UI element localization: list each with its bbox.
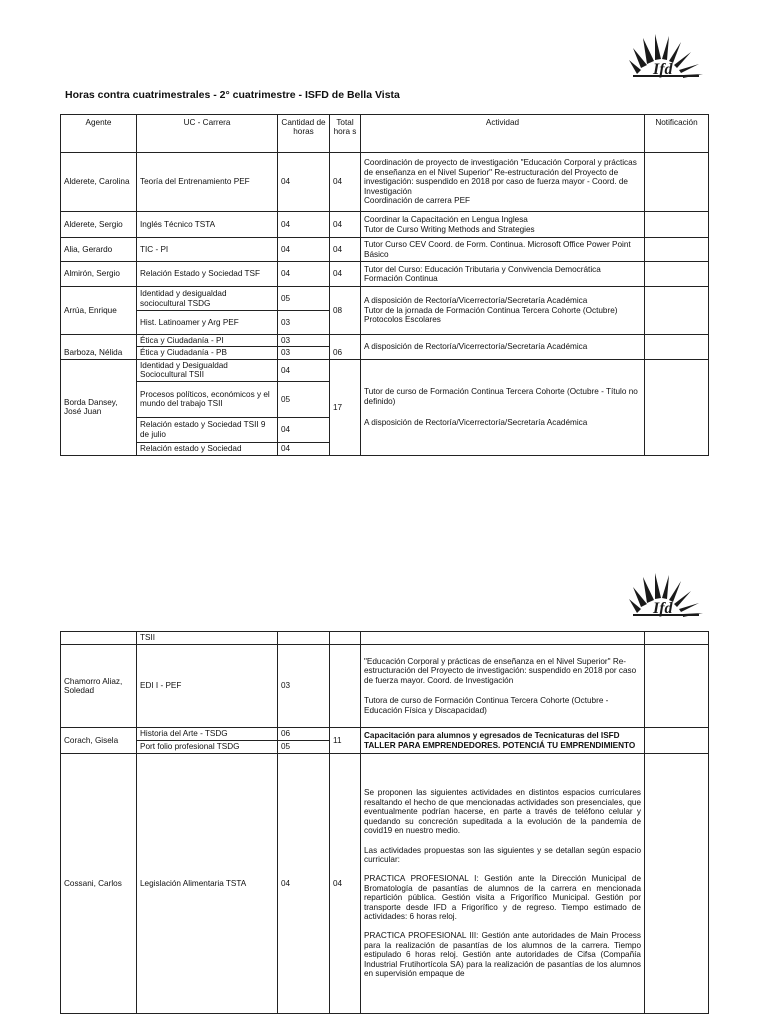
table-row: [61, 645, 709, 728]
agent-name: Almirón, Sergio: [61, 262, 137, 287]
hours-count: 05: [278, 741, 330, 754]
uc-carrera: Teoría del Entrenamiento PEF: [137, 153, 278, 212]
hours-total: 04: [330, 238, 361, 262]
agent-name: Corach, Gisela: [61, 728, 137, 754]
hours-table-continued: [60, 631, 709, 1014]
hours-count: 03: [278, 645, 330, 728]
hours-count: 04: [278, 359, 330, 381]
notification-cell: [645, 335, 709, 360]
activity: [361, 632, 645, 645]
notification-cell: [645, 153, 709, 212]
logo-text: Ifd: [653, 600, 673, 617]
document-title: Horas contra cuatrimestrales - 2° cuatrimestre - ISFD de Bella Vista: [65, 89, 400, 101]
uc-carrera: Ética y Ciudadanía - PI: [137, 335, 278, 347]
hours-count: 05: [278, 381, 330, 417]
hours-count: 04: [278, 262, 330, 287]
agent-name: Alderete, Carolina: [61, 153, 137, 212]
activity-paragraph: PRACTICA PROFESIONAL I: Gestión ante la Dirección Municipal de Bromatología de pasantías de alumnos de la carrera en mencionada repartición pública. Gestión visita a Frigorífico Municipal. Gestión por transporte desde IFD a Frigorífico y de regreso. Tiempo estimado de actividades: 6 horas reloj.: [364, 874, 641, 922]
ifd-logo-graphic: [627, 30, 705, 82]
ifd-logo: [627, 30, 705, 82]
activity-paragraph: PRACTICA PROFESIONAL III: Gestión ante autoridades de Main Process para la realización de pasantías de los alumnos de la carrera. Tiempo estipulado 6 horas reloj. Gestión ante autoridades de Cifsa (Compañía Industrial Frutihortícola SA) para la realización de pasantías de los alumnos en supervisión empaque de: [364, 931, 641, 979]
activity-paragraph: Se proponen las siguientes actividades en distintos espacios curriculares resaltando el hecho de que mencionadas actividades son presenciales, que eventualmente podrían hacerse, en parte a través de teléfono celular y quedando su concreción supeditada a la evolución de la pandemia de covid19 en nuestro medio.: [364, 788, 641, 836]
agent-name: Cossani, Carlos: [61, 754, 137, 1014]
activity: Tutor Curso CEV Coord. de Form. Continua. Microsoft Office Power Point Básico: [361, 238, 645, 262]
hours-count: 04: [278, 754, 330, 1014]
uc-carrera: Inglés Técnico TSTA: [137, 212, 278, 238]
uc-carrera: TIC - PI: [137, 238, 278, 262]
page-break: [0, 521, 768, 549]
agent-name: [61, 632, 137, 645]
activity: A disposición de Rectoría/Vicerrectoría/Secretaría Académica: [361, 335, 645, 360]
activity: Tutor del Curso: Educación Tributaria y Convivencia Democrática Formación Continua: [361, 262, 645, 287]
table-row: [61, 754, 709, 1014]
uc-carrera: EDI I - PEF: [137, 645, 278, 728]
notification-cell: [645, 359, 709, 455]
uc-carrera: Relación estado y Sociedad: [137, 442, 278, 455]
hours-total: 04: [330, 153, 361, 212]
agent-name: Chamorro Aliaz, Soledad: [61, 645, 137, 728]
uc-carrera: Relación estado y Sociedad TSII 9 de julio: [137, 417, 278, 442]
uc-carrera: Legislación Alimentaria TSTA: [137, 754, 278, 1014]
hours-count: 03: [278, 311, 330, 335]
uc-carrera: Historia del Arte - TSDG: [137, 728, 278, 741]
hours-total: 04: [330, 212, 361, 238]
header-total: Total hora s: [330, 115, 361, 153]
table-row: [61, 287, 709, 311]
hours-total: [330, 645, 361, 728]
uc-carrera: Hist. Latinoamer y Arg PEF: [137, 311, 278, 335]
notification-cell: [645, 238, 709, 262]
uc-carrera: Identidad y Desigualdad Sociocultural TSII: [137, 359, 278, 381]
hours-total: 04: [330, 262, 361, 287]
agent-name: Alia, Gerardo: [61, 238, 137, 262]
header-row: [61, 115, 709, 153]
header-cantidad: Cantidad de horas: [278, 115, 330, 153]
activity: Coordinar la Capacitación en Lengua Inglesa Tutor de Curso Writing Methods and Strategies: [361, 212, 645, 238]
notification-cell: [645, 632, 709, 645]
hours-count: [278, 632, 330, 645]
header-uc: UC - Carrera: [137, 115, 278, 153]
hours-total: 08: [330, 287, 361, 335]
notification-cell: [645, 754, 709, 1014]
table-row: [61, 238, 709, 262]
hours-total: 04: [330, 754, 361, 1014]
hours-count: 04: [278, 442, 330, 455]
notification-cell: [645, 645, 709, 728]
header-agente: Agente: [61, 115, 137, 153]
activity-line: Tutora de curso de Formación Continua Tercera Cohorte (Octubre - Educación Física y Discapacidad): [364, 696, 609, 715]
agent-name: Arrúa, Enrique: [61, 287, 137, 335]
activity-line: A disposición de Rectoría/Vicerrectoría/Secretaría Académica: [364, 418, 588, 428]
activity-paragraph: Las actividades propuestas son las siguientes y se detallan según espacio curricular:: [364, 845, 641, 864]
uc-carrera: TSII: [137, 632, 278, 645]
activity: A disposición de Rectoría/Vicerrectoría/Secretaría Académica Tutor de la jornada de Formación Continua Tercera Cohorte (Octubre) Protocolos Escolares: [361, 287, 645, 335]
activity: [361, 359, 645, 455]
agent-name: Alderete, Sergio: [61, 212, 137, 238]
table-row: [61, 335, 709, 347]
agent-name: Barboza, Nélida: [61, 335, 137, 360]
header-notificacion: Notificación: [645, 115, 709, 153]
hours-count: 03: [278, 335, 330, 347]
hours-count: 04: [278, 212, 330, 238]
logo-text: Ifd: [653, 61, 673, 78]
uc-carrera: Relación Estado y Sociedad TSF: [137, 262, 278, 287]
hours-total: 17: [330, 359, 361, 455]
table-row: [61, 359, 709, 381]
hours-count: 04: [278, 417, 330, 442]
header-actividad: Actividad: [361, 115, 645, 153]
notification-cell: [645, 262, 709, 287]
hours-count: 03: [278, 347, 330, 359]
hours-total: 06: [330, 335, 361, 360]
hours-table: [60, 114, 709, 456]
table-row: [61, 632, 709, 645]
ifd-logo: [627, 569, 705, 621]
uc-carrera: Identidad y desigualdad sociocultural TSDG: [137, 287, 278, 311]
activity: [361, 754, 645, 1014]
hours-count: 04: [278, 238, 330, 262]
activity-line: Tutor de curso de Formación Continua Tercera Cohorte (Octubre - Título no definido): [364, 387, 638, 406]
hours-total: 11: [330, 728, 361, 754]
notification-cell: [645, 728, 709, 754]
activity: Coordinación de proyecto de investigación "Educación Corporal y prácticas de enseñanza en el Nivel Superior" Re-estructuración del Proyecto de investigación: suspendido en 2018 por caso de fuerza mayor - Coord. de Investigación Coordinación de carrera PEF: [361, 153, 645, 212]
notification-cell: [645, 212, 709, 238]
hours-count: 04: [278, 153, 330, 212]
activity: Capacitación para alumnos y egresados de Tecnicaturas del ISFD TALLER PARA EMPRENDEDORES. POTENCIÁ TU EMPRENDIMIENTO: [361, 728, 645, 754]
activity-line: "Educación Corporal y prácticas de enseñanza en el Nivel Superior" Re-estructuración del Proyecto de investigación: suspendido en 2018 por caso de fuerza mayor. Coord. de Investigación: [364, 656, 637, 685]
ifd-logo-graphic: [627, 569, 705, 621]
uc-carrera: Ética y Ciudadanía - PB: [137, 347, 278, 359]
notification-cell: [645, 287, 709, 335]
activity: [361, 645, 645, 728]
hours-count: 05: [278, 287, 330, 311]
hours-count: 06: [278, 728, 330, 741]
hours-total: [330, 632, 361, 645]
table-row: [61, 262, 709, 287]
table-row: [61, 728, 709, 741]
agent-name: Borda Dansey, José Juan: [61, 359, 137, 455]
uc-carrera: Procesos políticos, económicos y el mundo del trabajo TSII: [137, 381, 278, 417]
table-row: [61, 212, 709, 238]
table-row: [61, 153, 709, 212]
uc-carrera: Port folio profesional TSDG: [137, 741, 278, 754]
